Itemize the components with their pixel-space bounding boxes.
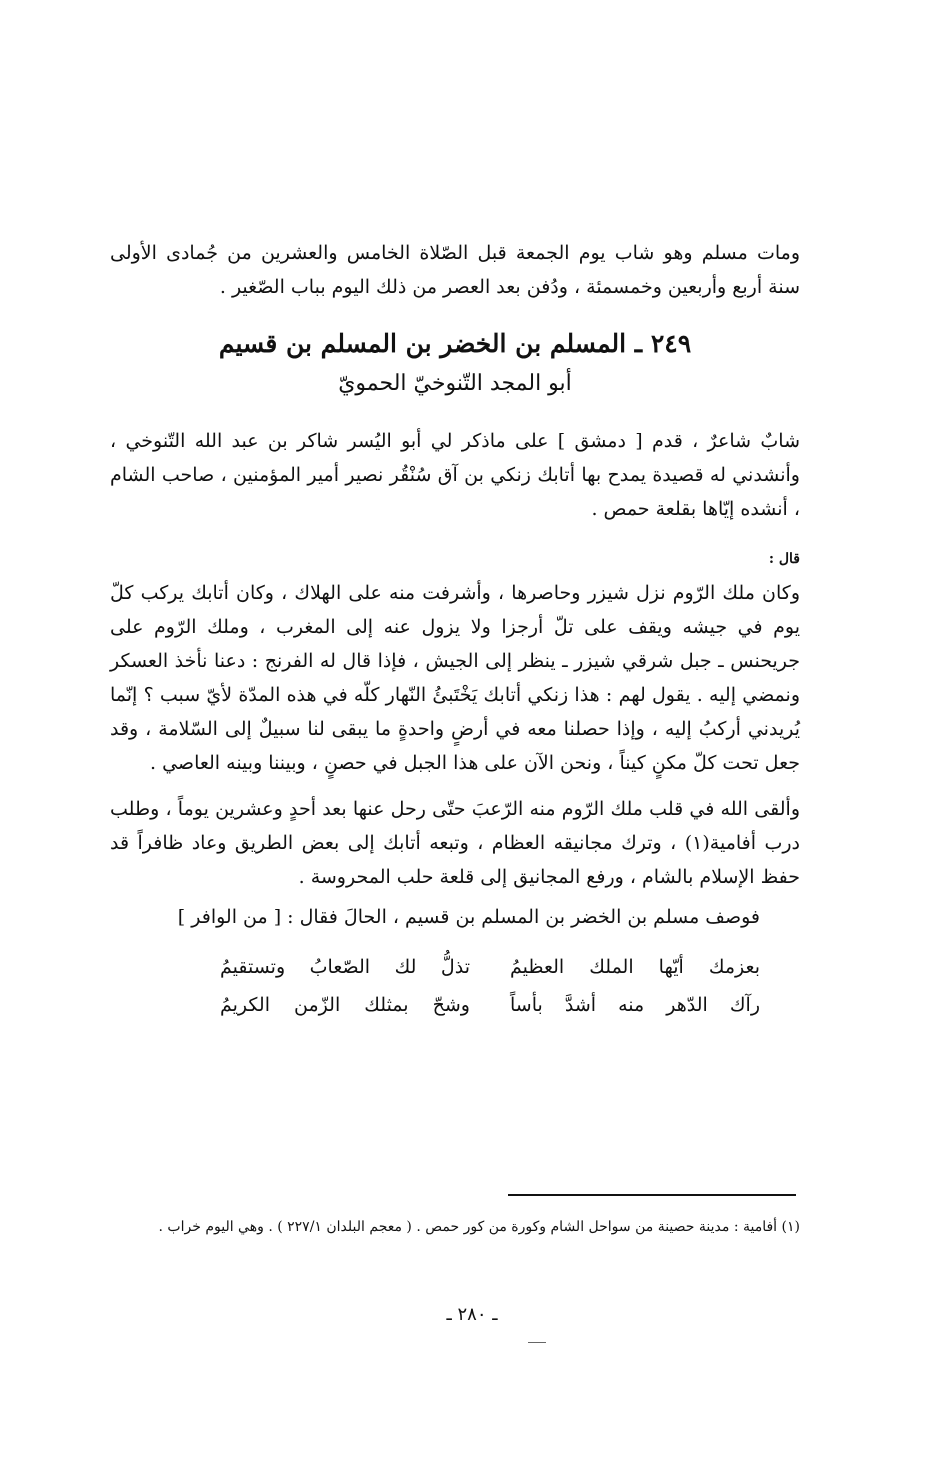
paragraph-3: وألقى الله في قلب ملك الرّوم منه الرّعبَ حتّى رحل عنها بعد أحدٍ وعشرين يوماً ، وطلب درب أفامية(١) ، وترك مجانيقه العظام ، وتبعه أتابك إلى بعض الطريق وعاد ظافراً قد حفظ الإسلام بالشام ، ورفع المجانيق إلى قلعة حلب المحروسة .: [110, 798, 800, 888]
verse-line: [110, 986, 800, 1024]
paragraph-1: شابٌ شاعرٌ ، قدم [ دمشق ] على ماذكر لي أبو اليُسر شاكر بن عبد الله التّنوخي ، وأنشدني له قصيدة يمدح بها أتابك زنكي بن آق سُنْقُر نصير أمير المؤمنين ، صاحب الشام ، أنشده إيّاها بقلعة حمص .: [110, 430, 800, 520]
verse-first-hemistich: بعزمك أيّها الملك العظيمُ: [510, 956, 760, 978]
verse-first-hemistich: رآك الدّهر منه أشدَّ بأساً: [510, 994, 760, 1016]
verse-line: [110, 948, 800, 986]
entry-heading: [110, 324, 800, 404]
paragraph-2: وكان ملك الرّوم نزل شيزر وحاصرها ، وأشرفت منه على الهلاك ، وكان أتابك يركب كلّ يوم في جيشه ويقف على تلّ أرجزا ولا يزول عنه إلى المغرب ، وملك الرّوم على جريحنس ـ جبل شرقي شيزر ـ ينظر إلى الجيش ، فإذا قال له الفرنج : دعنا نأخذ العسكر ونمضي إليه . يقول لهم : هذا زنكي أتابك يَخْتَبئُ النّهار كلّه في هذه المدّة لأيّ سبب ؟ إنّما يُريدني أركبُ إليه ، وإذا حصلنا معه في أرضٍ واحدةٍ ما يبقى لنا سبيلٌ إلى السّلامة ، وقد جعل تحت كلّ مكنٍ كيناً ، ونحن الآن على هذا الجبل في حصنٍ ، وبيننا وبينه العاصي .: [110, 582, 800, 774]
verse-second-hemistich: وشحّ بمثلك الزّمن الكريمُ: [220, 994, 470, 1016]
entry-subtitle: أبو المجد التّنوخيّ الحمويّ: [338, 371, 572, 396]
page-body: [110, 236, 800, 1024]
footnote-divider: [508, 1194, 796, 1196]
entry-title: ٢٤٩ ـ المسلم بن الخضر بن المسلم بن قسيم: [218, 329, 692, 358]
verse-intro: فوصف مسلم بن الخضر بن المسلم بن قسيم ، الحالَ فقال : [ من الوافر ]: [177, 906, 760, 928]
qal-label: قال :: [768, 551, 800, 567]
page-number: ـ ٢٨٠ ـ: [446, 1304, 498, 1325]
footnote: (١) أفامية : مدينة حصينة من سواحل الشام وكورة من كور حمص . ( معجم البلدان ٢٢٧/١ ) . وهي اليوم خراب .: [158, 1219, 800, 1235]
scan-mark: [528, 1342, 546, 1343]
verse-second-hemistich: تذلُّ لك الصّعابُ وتستقيمُ: [220, 956, 470, 978]
intro-paragraph: ومات مسلم وهو شاب يوم الجمعة قبل الصّلاة الخامس والعشرين من جُمادى الأولى سنة أربع وأربعين وخمسمئة ، ودُفن بعد العصر من ذلك اليوم بباب الصّغير .: [110, 242, 800, 298]
